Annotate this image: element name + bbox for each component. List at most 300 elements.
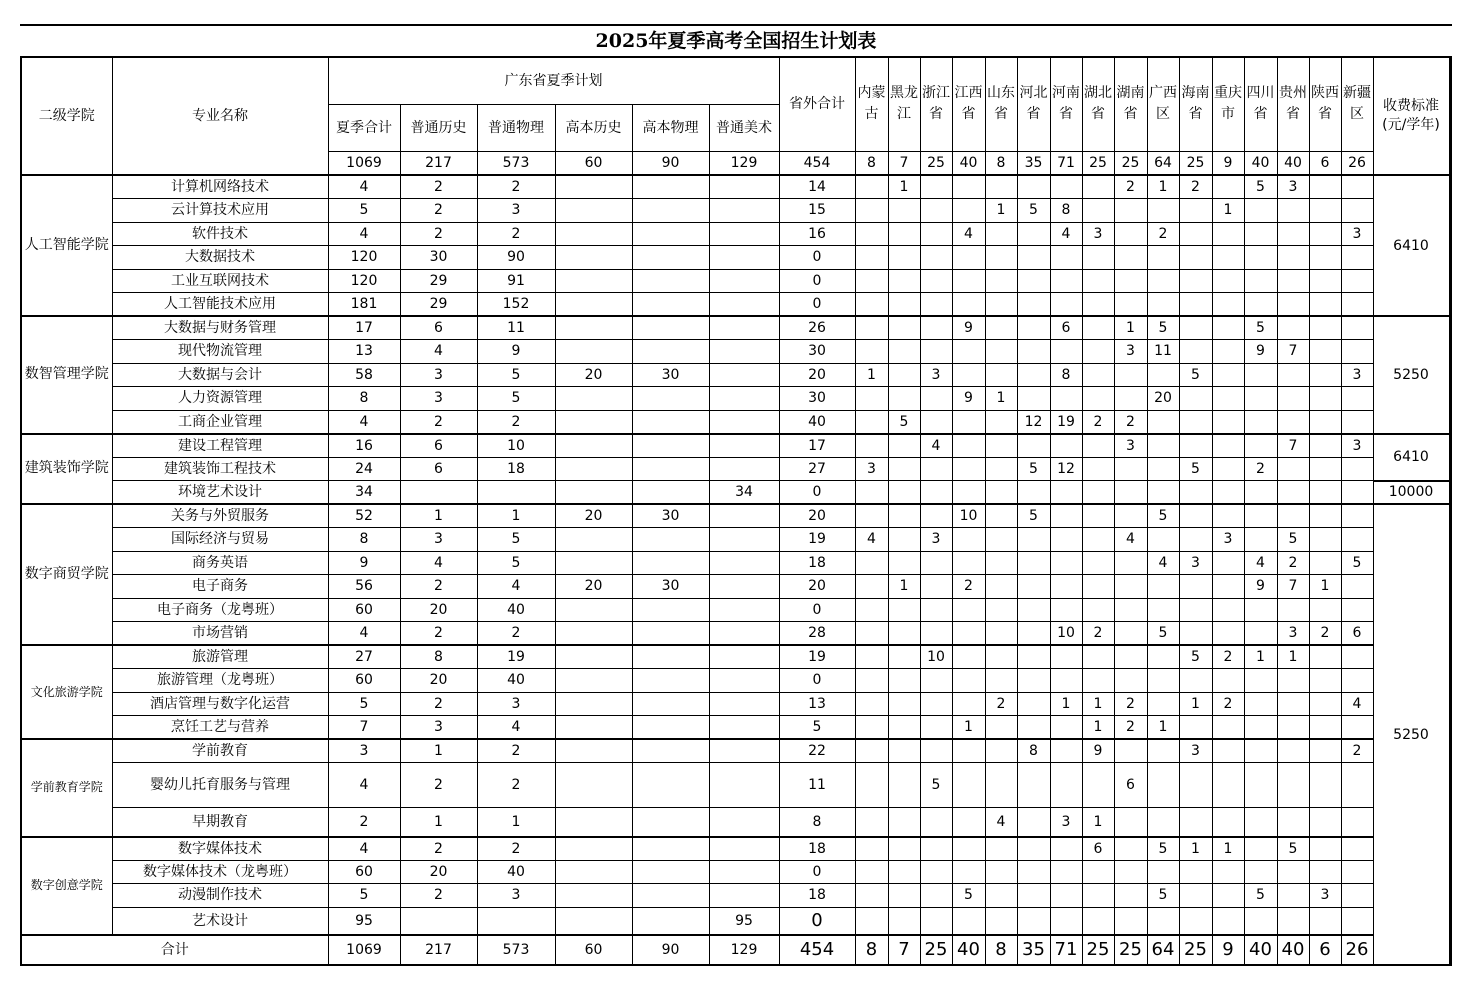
- province-cell: [1147, 763, 1179, 808]
- province-cell: [1017, 837, 1050, 861]
- province-cell: [1082, 598, 1114, 622]
- province-cell: [888, 481, 920, 505]
- gd-cell: 3: [400, 528, 477, 552]
- header-province: 四川省: [1244, 57, 1277, 151]
- province-cell: 8: [1050, 199, 1082, 223]
- province-cell: 1: [888, 175, 920, 199]
- total-prov-cell: 9: [1212, 935, 1244, 965]
- province-cell: [985, 504, 1017, 528]
- gd-cell: 17: [328, 316, 400, 340]
- summary-prov-cell: 8: [985, 151, 1017, 175]
- province-cell: [1017, 222, 1050, 246]
- gd-cell: [632, 316, 709, 340]
- province-cell: [920, 860, 952, 884]
- province-cell: [1179, 222, 1212, 246]
- gd-cell: 60: [328, 669, 400, 693]
- header-province: 河北省: [1017, 57, 1050, 151]
- province-cell: [1244, 410, 1277, 434]
- province-cell: [1179, 293, 1212, 317]
- province-cell: 9: [1244, 575, 1277, 599]
- summary-prov-cell: 8: [855, 151, 888, 175]
- province-cell: [1309, 739, 1341, 763]
- province-cell: [952, 598, 985, 622]
- province-cell: [1082, 907, 1114, 935]
- province-cell: [1050, 884, 1082, 908]
- summary-gd-cell: 60: [555, 151, 632, 175]
- province-cell: [1017, 907, 1050, 935]
- gd-cell: 4: [328, 622, 400, 646]
- province-cell: [1244, 837, 1277, 861]
- gd-cell: [555, 716, 632, 740]
- province-cell: [1212, 808, 1244, 837]
- province-cell: 8: [1017, 739, 1050, 763]
- province-cell: [1309, 175, 1341, 199]
- header-province: 江西省: [952, 57, 985, 151]
- province-cell: 6: [1050, 316, 1082, 340]
- province-cell: [1212, 293, 1244, 317]
- province-cell: [1179, 808, 1212, 837]
- fee-cell: 10000: [1373, 481, 1449, 505]
- gd-cell: [555, 669, 632, 693]
- header-province: 贵州省: [1277, 57, 1309, 151]
- header-gd-col: 高本历史: [555, 104, 632, 151]
- province-cell: [1082, 246, 1114, 270]
- province-cell: [1017, 860, 1050, 884]
- table-row: [21, 387, 1451, 411]
- gd-cell: 24: [328, 457, 400, 481]
- gd-cell: 2: [477, 175, 555, 199]
- province-cell: [1309, 316, 1341, 340]
- gd-cell: [709, 716, 779, 740]
- province-cell: [985, 269, 1017, 293]
- province-cell: [985, 551, 1017, 575]
- province-cell: [985, 598, 1017, 622]
- province-cell: 1: [1082, 716, 1114, 740]
- province-cell: [1050, 269, 1082, 293]
- province-cell: [1114, 907, 1147, 935]
- gd-cell: [555, 481, 632, 505]
- summary-prov-cell: 64: [1147, 151, 1179, 175]
- major-name: 烹饪工艺与营养: [112, 716, 328, 740]
- province-cell: [1212, 669, 1244, 693]
- province-cell: [920, 575, 952, 599]
- major-name: 人工智能技术应用: [112, 293, 328, 317]
- province-cell: [985, 739, 1017, 763]
- province-cell: [1050, 246, 1082, 270]
- province-cell: [888, 808, 920, 837]
- summary-prov-cell: 40: [1277, 151, 1309, 175]
- province-cell: [855, 316, 888, 340]
- total-prov-cell: 7: [888, 935, 920, 965]
- province-cell: [1277, 884, 1309, 908]
- province-cell: 2: [1212, 692, 1244, 716]
- province-cell: 12: [1017, 410, 1050, 434]
- province-cell: [855, 246, 888, 270]
- table-row: [21, 645, 1451, 669]
- gd-cell: [555, 222, 632, 246]
- table-row: [21, 551, 1451, 575]
- province-cell: [855, 837, 888, 861]
- gd-cell: 2: [400, 199, 477, 223]
- total-prov-cell: 8: [855, 935, 888, 965]
- out-total-cell: 0: [779, 860, 855, 884]
- province-cell: [1179, 316, 1212, 340]
- province-cell: [1309, 645, 1341, 669]
- gd-cell: 19: [477, 645, 555, 669]
- province-cell: [1082, 763, 1114, 808]
- out-total-cell: 0: [779, 669, 855, 693]
- out-total-cell: 26: [779, 316, 855, 340]
- gd-cell: [632, 860, 709, 884]
- province-cell: 4: [1244, 551, 1277, 575]
- province-cell: [1341, 669, 1373, 693]
- gd-cell: [632, 410, 709, 434]
- summary-prov-cell: 40: [952, 151, 985, 175]
- gd-cell: 2: [400, 575, 477, 599]
- gd-cell: 34: [709, 481, 779, 505]
- gd-cell: 60: [328, 860, 400, 884]
- table-row: [21, 481, 1451, 505]
- gd-cell: [709, 363, 779, 387]
- province-cell: [1341, 860, 1373, 884]
- summary-out-cell: 454: [779, 151, 855, 175]
- province-cell: [1082, 434, 1114, 458]
- gd-cell: 2: [477, 622, 555, 646]
- major-name: 关务与外贸服务: [112, 504, 328, 528]
- province-cell: [985, 622, 1017, 646]
- out-total-cell: 30: [779, 340, 855, 364]
- province-cell: [1341, 316, 1373, 340]
- province-cell: [1050, 528, 1082, 552]
- province-cell: [888, 316, 920, 340]
- header-row-group: [21, 57, 1451, 104]
- province-cell: [1082, 175, 1114, 199]
- province-cell: [1212, 316, 1244, 340]
- gd-cell: [632, 907, 709, 935]
- province-cell: [920, 269, 952, 293]
- major-name: 电子商务（龙粤班）: [112, 598, 328, 622]
- province-cell: [920, 716, 952, 740]
- table-row: [21, 907, 1451, 935]
- gd-cell: 120: [328, 269, 400, 293]
- province-cell: [1309, 907, 1341, 935]
- province-cell: [1147, 410, 1179, 434]
- province-cell: [1082, 387, 1114, 411]
- gd-cell: [555, 457, 632, 481]
- out-total-cell: 40: [779, 410, 855, 434]
- province-cell: [920, 293, 952, 317]
- gd-cell: 3: [477, 692, 555, 716]
- province-cell: 3: [855, 457, 888, 481]
- province-cell: [985, 884, 1017, 908]
- province-cell: 5: [1277, 837, 1309, 861]
- province-cell: 5: [1147, 504, 1179, 528]
- province-cell: [1309, 387, 1341, 411]
- province-cell: [1147, 199, 1179, 223]
- province-cell: [920, 481, 952, 505]
- province-cell: [855, 175, 888, 199]
- major-name: 婴幼儿托育服务与管理: [112, 763, 328, 808]
- province-cell: [952, 860, 985, 884]
- gd-cell: [632, 808, 709, 837]
- table-row: [21, 622, 1451, 646]
- province-cell: 1: [1114, 316, 1147, 340]
- gd-cell: 60: [328, 598, 400, 622]
- gd-cell: [555, 269, 632, 293]
- province-cell: 3: [1341, 363, 1373, 387]
- header-province: 湖北省: [1082, 57, 1114, 151]
- gd-cell: 2: [400, 837, 477, 861]
- gd-cell: [632, 434, 709, 458]
- province-cell: [855, 739, 888, 763]
- province-cell: [1082, 340, 1114, 364]
- gd-cell: [632, 175, 709, 199]
- province-cell: [888, 837, 920, 861]
- province-cell: [1309, 222, 1341, 246]
- province-cell: [1017, 246, 1050, 270]
- major-name: 早期教育: [112, 808, 328, 837]
- gd-cell: [632, 222, 709, 246]
- gd-cell: 5: [477, 363, 555, 387]
- province-cell: [952, 763, 985, 808]
- province-cell: 3: [1341, 222, 1373, 246]
- province-cell: 1: [1082, 692, 1114, 716]
- gd-cell: 4: [400, 340, 477, 364]
- province-cell: [952, 808, 985, 837]
- province-cell: 4: [1050, 222, 1082, 246]
- province-cell: [888, 199, 920, 223]
- province-cell: 5: [1341, 551, 1373, 575]
- province-cell: 1: [1179, 692, 1212, 716]
- province-cell: [1114, 739, 1147, 763]
- province-cell: [1147, 363, 1179, 387]
- province-cell: [1147, 457, 1179, 481]
- province-cell: [1244, 222, 1277, 246]
- province-cell: [920, 692, 952, 716]
- province-cell: 5: [1147, 837, 1179, 861]
- province-cell: [1341, 387, 1373, 411]
- province-cell: [1179, 669, 1212, 693]
- gd-cell: [709, 860, 779, 884]
- total-prov-cell: 71: [1050, 935, 1082, 965]
- total-gd-cell: 90: [632, 935, 709, 965]
- province-cell: [985, 316, 1017, 340]
- province-cell: [1309, 808, 1341, 837]
- province-cell: [888, 387, 920, 411]
- province-cell: [1050, 387, 1082, 411]
- table-row: [21, 222, 1451, 246]
- province-cell: 2: [1114, 692, 1147, 716]
- province-cell: 2: [1309, 622, 1341, 646]
- province-cell: [1341, 199, 1373, 223]
- gd-cell: 5: [477, 551, 555, 575]
- province-cell: 1: [985, 387, 1017, 411]
- province-cell: 5: [1179, 645, 1212, 669]
- province-cell: [1147, 575, 1179, 599]
- table-row: [21, 410, 1451, 434]
- province-cell: [1017, 175, 1050, 199]
- fee-cell: 6410: [1373, 175, 1449, 316]
- gd-cell: 6: [400, 434, 477, 458]
- province-cell: [920, 808, 952, 837]
- table-row: [21, 246, 1451, 270]
- college-name: 数字商贸学院: [21, 504, 112, 645]
- gd-cell: [555, 199, 632, 223]
- province-cell: 2: [1244, 457, 1277, 481]
- major-name: 旅游管理: [112, 645, 328, 669]
- province-cell: [1244, 907, 1277, 935]
- header-province: 湖南省: [1114, 57, 1147, 151]
- province-cell: [1147, 598, 1179, 622]
- gd-cell: [632, 598, 709, 622]
- province-cell: 3: [1277, 175, 1309, 199]
- gd-cell: 2: [328, 808, 400, 837]
- province-cell: [855, 808, 888, 837]
- province-cell: 1: [1212, 199, 1244, 223]
- out-total-cell: 22: [779, 739, 855, 763]
- province-cell: [985, 246, 1017, 270]
- province-cell: [1017, 434, 1050, 458]
- province-cell: [985, 293, 1017, 317]
- gd-cell: 6: [400, 316, 477, 340]
- province-cell: [1017, 692, 1050, 716]
- total-out-cell: 454: [779, 935, 855, 965]
- total-prov-cell: 25: [920, 935, 952, 965]
- province-cell: [1244, 387, 1277, 411]
- province-cell: [1277, 504, 1309, 528]
- province-cell: [1050, 481, 1082, 505]
- province-cell: [1114, 884, 1147, 908]
- out-total-cell: 27: [779, 457, 855, 481]
- province-cell: [855, 222, 888, 246]
- province-cell: 10: [1050, 622, 1082, 646]
- gd-cell: 30: [400, 246, 477, 270]
- province-cell: 4: [952, 222, 985, 246]
- province-cell: [952, 410, 985, 434]
- gd-cell: [632, 551, 709, 575]
- province-cell: [1341, 808, 1373, 837]
- province-cell: [855, 692, 888, 716]
- gd-cell: [709, 293, 779, 317]
- summary-gd-cell: 217: [400, 151, 477, 175]
- province-cell: [1017, 622, 1050, 646]
- gd-cell: 1: [400, 808, 477, 837]
- gd-cell: 4: [328, 175, 400, 199]
- province-cell: [1341, 837, 1373, 861]
- province-cell: [1147, 907, 1179, 935]
- summary-prov-cell: 71: [1050, 151, 1082, 175]
- province-cell: [1114, 551, 1147, 575]
- province-cell: [888, 434, 920, 458]
- gd-cell: 11: [477, 316, 555, 340]
- province-cell: [1017, 316, 1050, 340]
- province-cell: [1114, 222, 1147, 246]
- province-cell: [1212, 481, 1244, 505]
- province-cell: 9: [1244, 340, 1277, 364]
- province-cell: [855, 575, 888, 599]
- province-cell: 4: [1341, 692, 1373, 716]
- province-cell: 3: [1341, 434, 1373, 458]
- plan-sheet: [20, 24, 1452, 966]
- province-cell: [1050, 175, 1082, 199]
- gd-cell: [709, 884, 779, 908]
- gd-cell: [632, 739, 709, 763]
- gd-cell: 13: [328, 340, 400, 364]
- gd-cell: [477, 481, 555, 505]
- province-cell: [1212, 363, 1244, 387]
- province-cell: [985, 528, 1017, 552]
- province-cell: [1114, 575, 1147, 599]
- header-out-total: 省外合计: [779, 57, 855, 151]
- province-cell: [888, 884, 920, 908]
- province-cell: [952, 739, 985, 763]
- province-cell: [1212, 434, 1244, 458]
- summary-prov-cell: 40: [1244, 151, 1277, 175]
- gd-cell: [709, 457, 779, 481]
- province-cell: 2: [1147, 222, 1179, 246]
- total-gd-cell: 60: [555, 935, 632, 965]
- province-cell: [1212, 222, 1244, 246]
- province-cell: [1050, 598, 1082, 622]
- province-cell: [1050, 504, 1082, 528]
- gd-cell: [632, 269, 709, 293]
- province-cell: [952, 246, 985, 270]
- province-cell: [1179, 387, 1212, 411]
- province-cell: [1147, 434, 1179, 458]
- province-cell: [1277, 739, 1309, 763]
- province-cell: [1179, 884, 1212, 908]
- province-cell: [1341, 481, 1373, 505]
- gd-cell: 3: [477, 884, 555, 908]
- province-cell: 1: [1147, 716, 1179, 740]
- total-gd-cell: 217: [400, 935, 477, 965]
- province-cell: [920, 837, 952, 861]
- gd-cell: 10: [477, 434, 555, 458]
- gd-cell: 90: [477, 246, 555, 270]
- gd-cell: 30: [632, 575, 709, 599]
- province-cell: 3: [1114, 434, 1147, 458]
- province-cell: [888, 598, 920, 622]
- province-cell: [952, 622, 985, 646]
- province-cell: [1017, 293, 1050, 317]
- out-total-cell: 20: [779, 575, 855, 599]
- header-province: 广西区: [1147, 57, 1179, 151]
- province-cell: [920, 246, 952, 270]
- province-cell: [920, 598, 952, 622]
- gd-cell: [555, 316, 632, 340]
- province-cell: [888, 669, 920, 693]
- province-cell: [952, 669, 985, 693]
- out-total-cell: 16: [779, 222, 855, 246]
- header-province: 新疆区: [1341, 57, 1373, 151]
- gd-cell: [709, 199, 779, 223]
- summary-gd-cell: 90: [632, 151, 709, 175]
- province-cell: [1244, 269, 1277, 293]
- province-cell: [1179, 504, 1212, 528]
- province-cell: 2: [1114, 175, 1147, 199]
- province-cell: [855, 716, 888, 740]
- province-cell: 5: [1277, 528, 1309, 552]
- province-cell: [888, 222, 920, 246]
- gd-cell: [632, 837, 709, 861]
- out-total-cell: 18: [779, 884, 855, 908]
- province-cell: [1147, 269, 1179, 293]
- province-cell: [1212, 246, 1244, 270]
- gd-cell: [709, 175, 779, 199]
- gd-cell: [709, 316, 779, 340]
- fee-cell: 6410: [1373, 434, 1449, 481]
- gd-cell: [555, 246, 632, 270]
